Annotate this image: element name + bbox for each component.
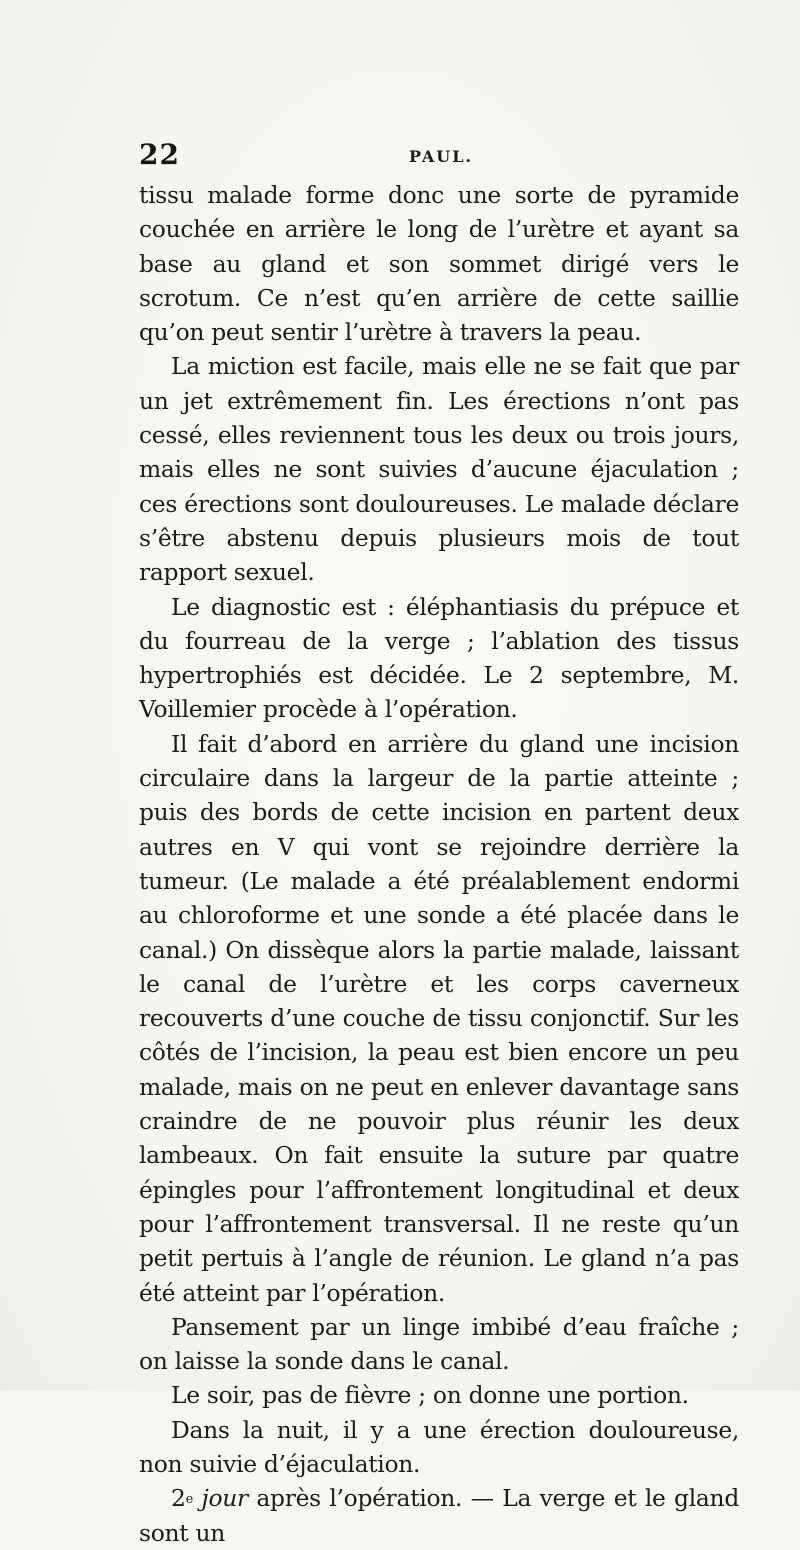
day-word: jour — [201, 1484, 248, 1513]
paragraph-second-day — [139, 1481, 739, 1550]
paragraph-pansement: Pansement par un linge imbibé d’eau fraîche ; on laisse la sonde dans le canal. — [139, 1312, 739, 1376]
paragraph-nuit: Dans la nuit, il y a une érection douloureuse, non suivie d’éjaculation. — [139, 1415, 739, 1478]
day-number: 2 — [171, 1484, 186, 1513]
day-rest: après l’opération. — La verge et le gland sont un — [139, 1484, 739, 1547]
paragraph-soir: Le soir, pas de fièvre ; on donne une portion. — [171, 1381, 689, 1410]
paragraph-diagnostic: Le diagnostic est : éléphantiasis du prépuce et du fourreau de la verge ; l’ablation des tissus hypertrophiés est décidée. Le 2 septembre, M. Voillemier procède à l’opération. — [139, 592, 739, 724]
paragraph-operation: Il fait d’abord en arrière du gland une incision circulaire dans la largeur de la partie atteinte ; puis des bords de cette incision en partent deux autres en V qui vont se rejoindre derrière la tumeur. (Le malade a été préalablement endormi au chloroforme et une sonde a été placée dans le canal.) On dissèque alors la partie malade, laissant le canal de l’urètre et les corps caverneux recouverts d’une couche de tissu conjonctif. Sur les côtés de l’incision, la peau est bien encore un peu malade, mais on ne peut en enlever davantage sans craindre de ne pouvoir plus réunir les deux lambeaux. On fait ensuite la suture par quatre épingles pour l’affrontement longitudinal et deux pour l’affrontement transversal. Il ne reste qu’un petit pertuis à l’angle de réunion. Le gland n’a pas été atteint par l’opération. — [139, 729, 739, 1307]
page-number: 22 — [139, 138, 180, 171]
day-superscript: e — [185, 1492, 193, 1508]
running-head: PAUL. — [409, 147, 474, 166]
paragraph-continuation: tissu malade forme donc une sorte de pyramide couchée en arrière le long de l’urètre et ayant sa base au gland et son sommet dirigé vers le scrotum. Ce n’est qu’en arrière de cette saillie qu’on peut sentir l’urètre à travers la peau. — [139, 181, 739, 347]
paragraph-miction: La miction est facile, mais elle ne se fait que par un jet extrêmement fin. Les érections n’ont pas cessé, elles reviennent tous les deux ou trois jours, mais elles ne sont suivies d’aucune éjaculation ; ces érections sont douloureuses. Le malade déclare s’être abstenu depuis plusieurs mois de tout rapport sexuel. — [139, 352, 739, 587]
body-text — [139, 178, 739, 1550]
page-header — [139, 138, 739, 178]
